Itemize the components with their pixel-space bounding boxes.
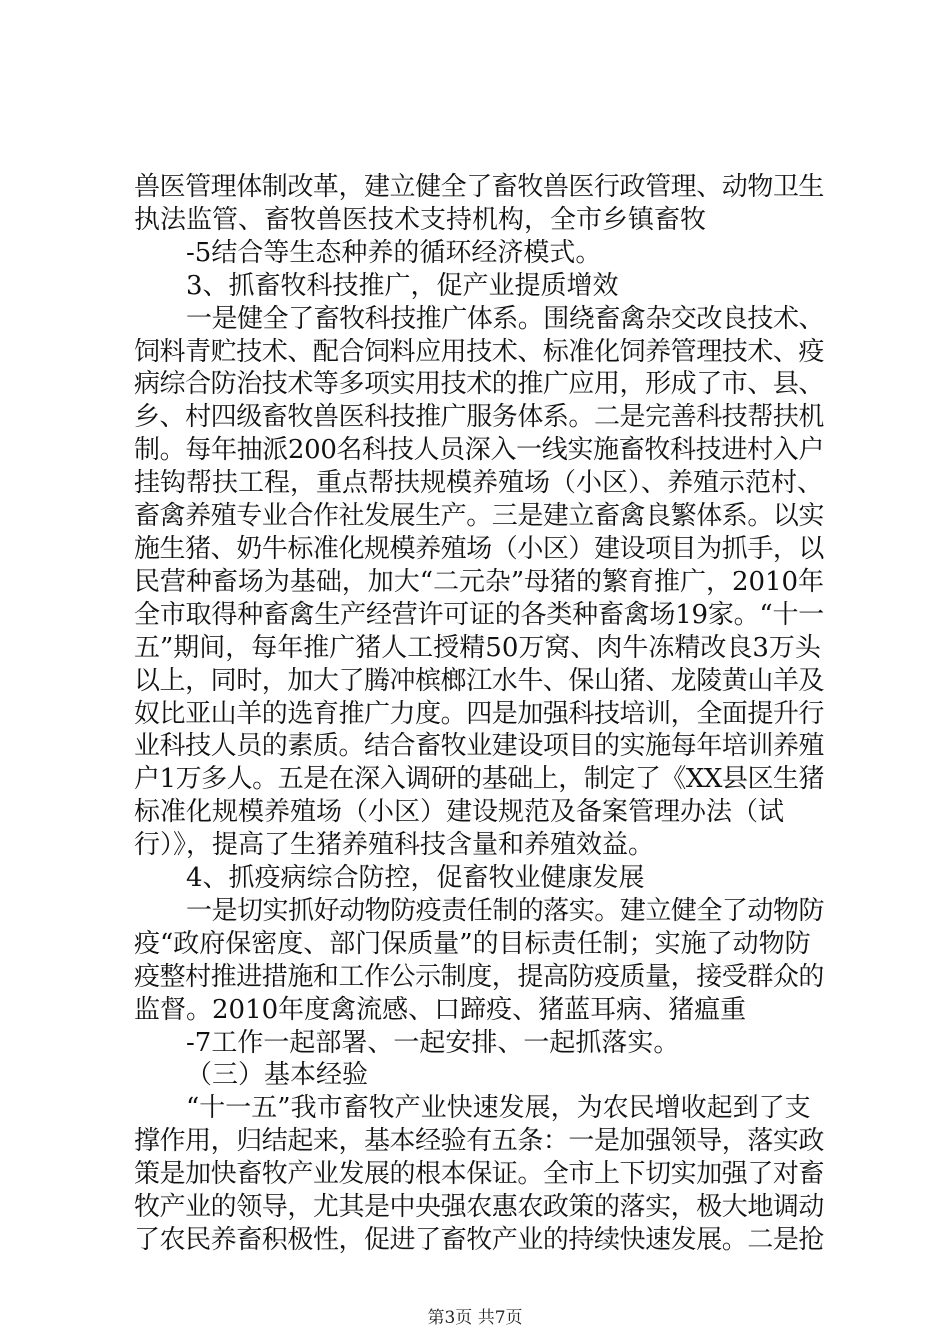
text-line: “十一五”我市畜牧产业快速发展，为农民增收起到了支 — [186, 1093, 811, 1124]
text-line: 五”期间，每年推广猪人工授精50万窝、肉牛冻精改良3万头 — [134, 632, 821, 663]
text-line: 饲料青贮技术、配合饲料应用技术、标准化饲养管理技术、疫 — [134, 336, 824, 367]
text-line: -7工作一起部署、一起安排、一起抓落实。 — [186, 1027, 680, 1058]
text-line: 乡、村四级畜牧兽医科技推广服务体系。二是完善科技帮扶机 — [134, 402, 824, 433]
text-line: 疫“政府保密度、部门保质量”的目标责任制；实施了动物防 — [134, 928, 811, 959]
text-line: -5结合等生态种养的循环经济模式。 — [186, 237, 602, 268]
text-line: 标准化规模养殖场（小区）建设规范及备案管理办法（试 — [134, 797, 785, 828]
text-line: 一是健全了畜牧科技推广体系。围绕畜禽杂交改良技术、 — [186, 303, 824, 334]
text-line: 以上，同时，加大了腾冲槟榔江水牛、保山猪、龙陵黄山羊及 — [134, 665, 824, 696]
text-line: 制。每年抽派200名科技人员深入一线实施畜牧科技进村入户 — [134, 435, 824, 466]
text-line: 牧产业的领导，尤其是中央强农惠农政策的落实，极大地调动 — [134, 1192, 824, 1223]
text-line: 业科技人员的素质。结合畜牧业建设项目的实施每年培训养殖 — [134, 731, 824, 762]
text-line: 执法监管、畜牧兽医技术支持机构，全市乡镇畜牧 — [134, 204, 707, 235]
text-line: 疫整村推进措施和工作公示制度，提高防疫质量，接受群众的 — [134, 961, 824, 992]
text-line: 全市取得种畜禽生产经营许可证的各类种畜禽场19家。“十一 — [134, 599, 824, 630]
text-line: 3、抓畜牧科技推广，促产业提质增效 — [186, 270, 619, 301]
text-line: 了农民养畜积极性，促进了畜牧产业的持续快速发展。二是抢 — [134, 1225, 824, 1255]
text-line: 行）》，提高了生猪养殖科技含量和养殖效益。 — [134, 830, 655, 861]
text-line: 户1万多人。五是在深入调研的基础上，制定了《XX县区生猪 — [134, 764, 824, 795]
text-line: 撑作用，归结起来，基本经验有五条：一是加强领导，落实政 — [134, 1126, 824, 1157]
text-line: 兽医管理体制改革，建立健全了畜牧兽医行政管理、动物卫生 — [134, 172, 824, 202]
text-line: 挂钩帮扶工程，重点帮扶规模养殖场（小区）、养殖示范村、 — [134, 468, 824, 499]
text-line: 民营种畜场为基础，加大“二元杂”母猪的繁育推广，2010年 — [134, 566, 824, 597]
text-line: 施生猪、奶牛标准化规模养殖场（小区）建设项目为抓手，以 — [134, 533, 824, 564]
text-line: 病综合防治技术等多项实用技术的推广应用，形成了市、县、 — [134, 369, 824, 400]
text-line: 畜禽养殖专业合作社发展生产。三是建立畜禽良繁体系。以实 — [134, 501, 824, 532]
page-footer: 第3页 共7页 — [427, 1308, 523, 1328]
text-line: 一是切实抓好动物防疫责任制的落实。建立健全了动物防 — [186, 895, 824, 926]
text-line: 4、抓疫病综合防控，促畜牧业健康发展 — [186, 863, 645, 894]
text-line: 策是加快畜牧产业发展的根本保证。全市上下切实加强了对畜 — [134, 1159, 824, 1190]
text-line: （三）基本经验 — [186, 1060, 369, 1091]
text-line: 监督。2010年度禽流感、口蹄疫、猪蓝耳病、猪瘟重 — [134, 994, 747, 1025]
text-line: 奴比亚山羊的选育推广力度。四是加强科技培训，全面提升行 — [134, 698, 824, 729]
document-body — [134, 171, 824, 1257]
